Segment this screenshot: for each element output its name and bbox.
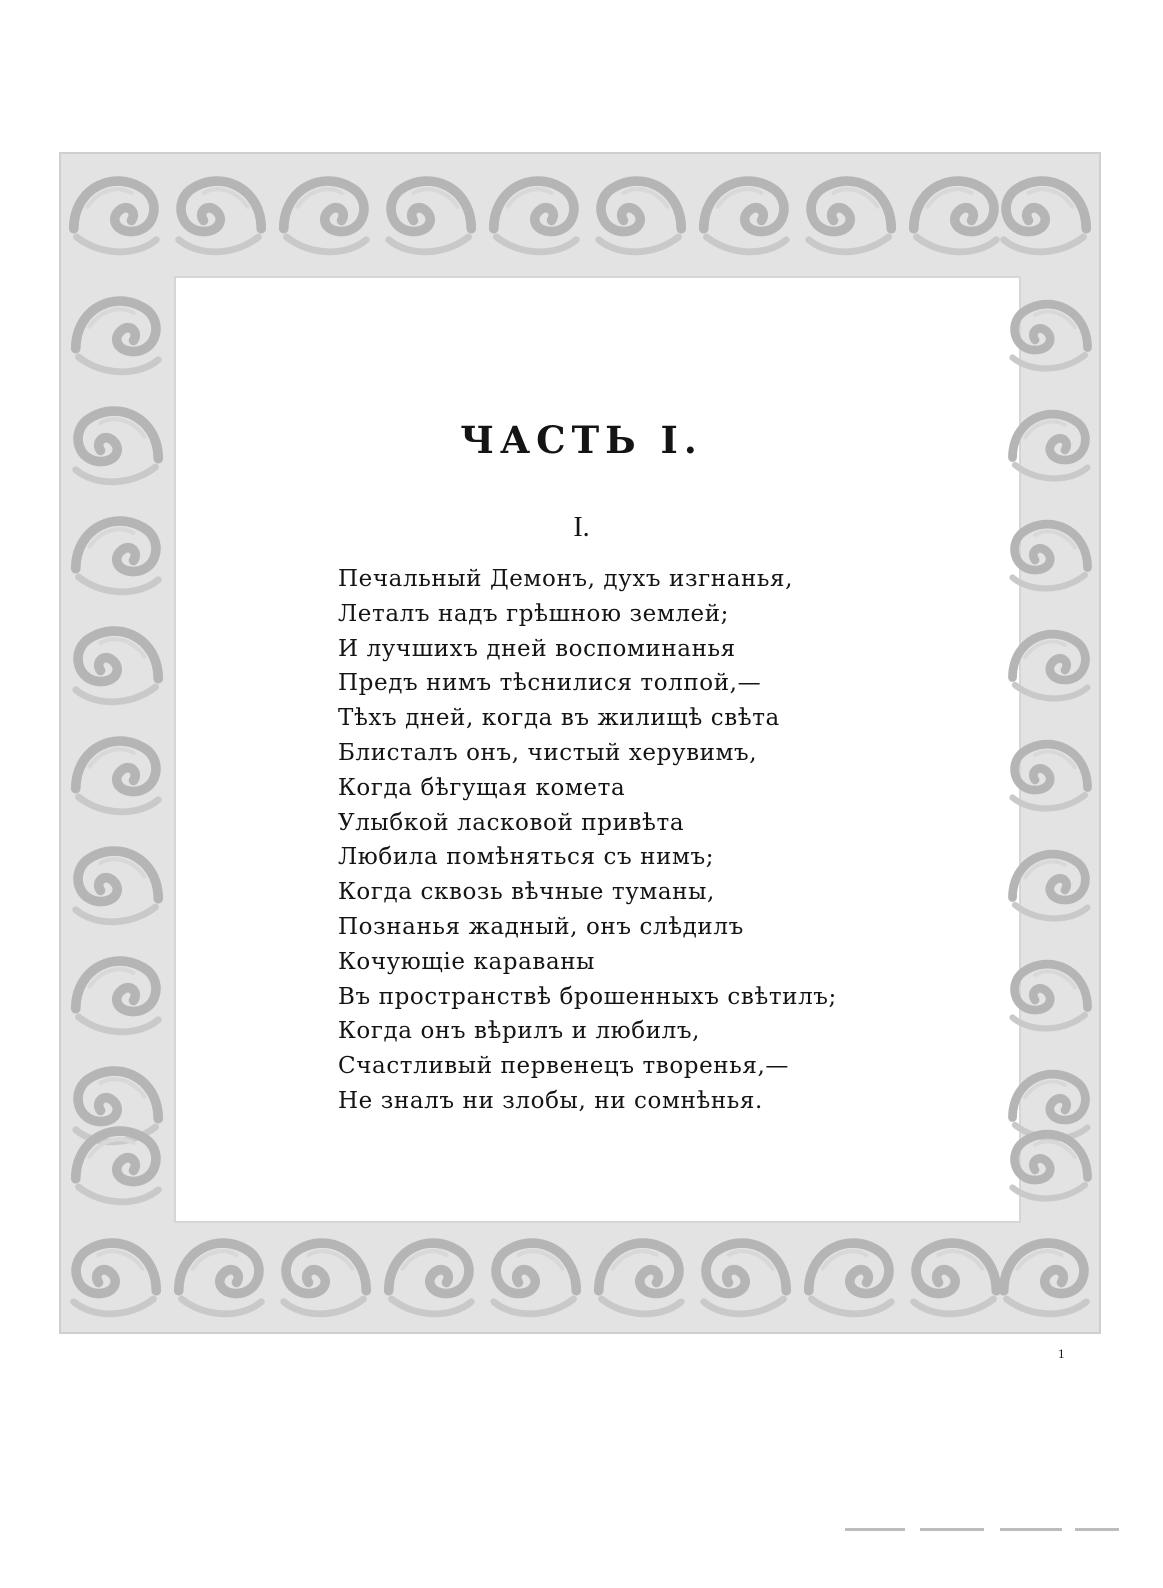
poem-line: Счастливый первенецъ творенья,— (338, 1053, 789, 1080)
poem-line: Не зналъ ни злобы, ни сомнѣнья. (338, 1087, 763, 1114)
poem-line: Леталъ надъ грѣшною землей; (338, 600, 730, 627)
poem-line: Кочующiе караваны (338, 948, 596, 975)
section-number: I. (573, 512, 590, 543)
poem-line: Блисталъ онъ, чистый херувимъ, (338, 739, 758, 766)
poem-line: Въ пространствѣ брошенныхъ свѣтилъ; (338, 983, 837, 1010)
poem-line: Тѣхъ дней, когда въ жилищѣ свѣта (338, 705, 780, 732)
poem-line: И лучшихъ дней воспоминанья (338, 635, 736, 662)
footer-rule (920, 1528, 984, 1531)
poem-line: Любила помѣняться съ нимъ; (338, 844, 715, 871)
poem-line: Познанья жадный, онъ слѣдилъ (338, 913, 744, 940)
poem-line: Предъ нимъ тѣснилися толпой,— (338, 670, 762, 697)
footer-rule (845, 1528, 905, 1531)
poem-line: Улыбкой ласковой привѣта (338, 809, 685, 836)
part-title: ЧАСТЬ I. (460, 418, 703, 462)
footer-rule (1000, 1528, 1062, 1531)
footer-rule (1075, 1528, 1119, 1531)
poem-line: Печальный Демонъ, духъ изгнанья, (338, 566, 794, 592)
poem-line: Когда онъ вѣрилъ и любилъ, (338, 1018, 701, 1045)
poem-stanza (338, 562, 898, 1119)
poem-line: Когда бѣгущая комета (338, 774, 626, 801)
page-number: 1 (1058, 1346, 1065, 1361)
poem-line: Когда сквозь вѣчные туманы, (338, 879, 715, 906)
